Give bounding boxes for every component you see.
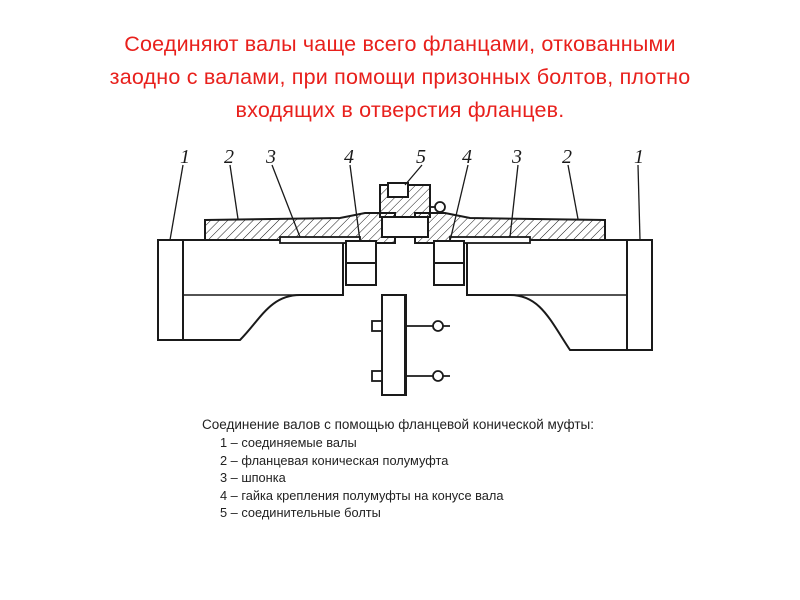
cone-nuts bbox=[346, 241, 464, 285]
flange-coupling-drawing bbox=[150, 145, 660, 410]
central-flange bbox=[380, 183, 430, 395]
right-shaft bbox=[467, 240, 652, 350]
heading-line-1: Соединяют валы чаще всего фланцами, откованными bbox=[124, 32, 676, 56]
callout-4-left: 4 bbox=[344, 146, 354, 168]
legend-title: Соединение валов с помощью фланцевой конической муфты: bbox=[202, 417, 594, 432]
legend-item: 5 – соединительные болты bbox=[220, 505, 381, 520]
legend-item: 2 – фланцевая коническая полумуфта bbox=[220, 452, 449, 468]
heading-line-3: входящих в отверстия фланцев. bbox=[235, 98, 565, 122]
heading-line-2: заодно с валами, при помощи призонных болтов, плотно bbox=[109, 65, 691, 89]
legend-item: 4 – гайка крепления полумуфты на конусе вала bbox=[220, 487, 504, 503]
callout-3-right: 3 bbox=[512, 146, 522, 168]
legend-item: 3 – шпонка bbox=[220, 470, 286, 485]
left-shaft bbox=[158, 240, 343, 340]
callout-4-right: 4 bbox=[462, 146, 472, 168]
slide-heading bbox=[40, 28, 760, 127]
callout-3-left: 3 bbox=[266, 146, 276, 168]
callout-2-right: 2 bbox=[562, 146, 572, 168]
legend-item: 1 – соединяемые валы bbox=[220, 435, 357, 450]
callout-5: 5 bbox=[416, 146, 426, 168]
callout-2-left: 2 bbox=[224, 146, 234, 168]
callout-1-left: 1 bbox=[180, 146, 190, 168]
callout-1-right: 1 bbox=[634, 146, 644, 168]
figure-legend bbox=[202, 416, 642, 531]
